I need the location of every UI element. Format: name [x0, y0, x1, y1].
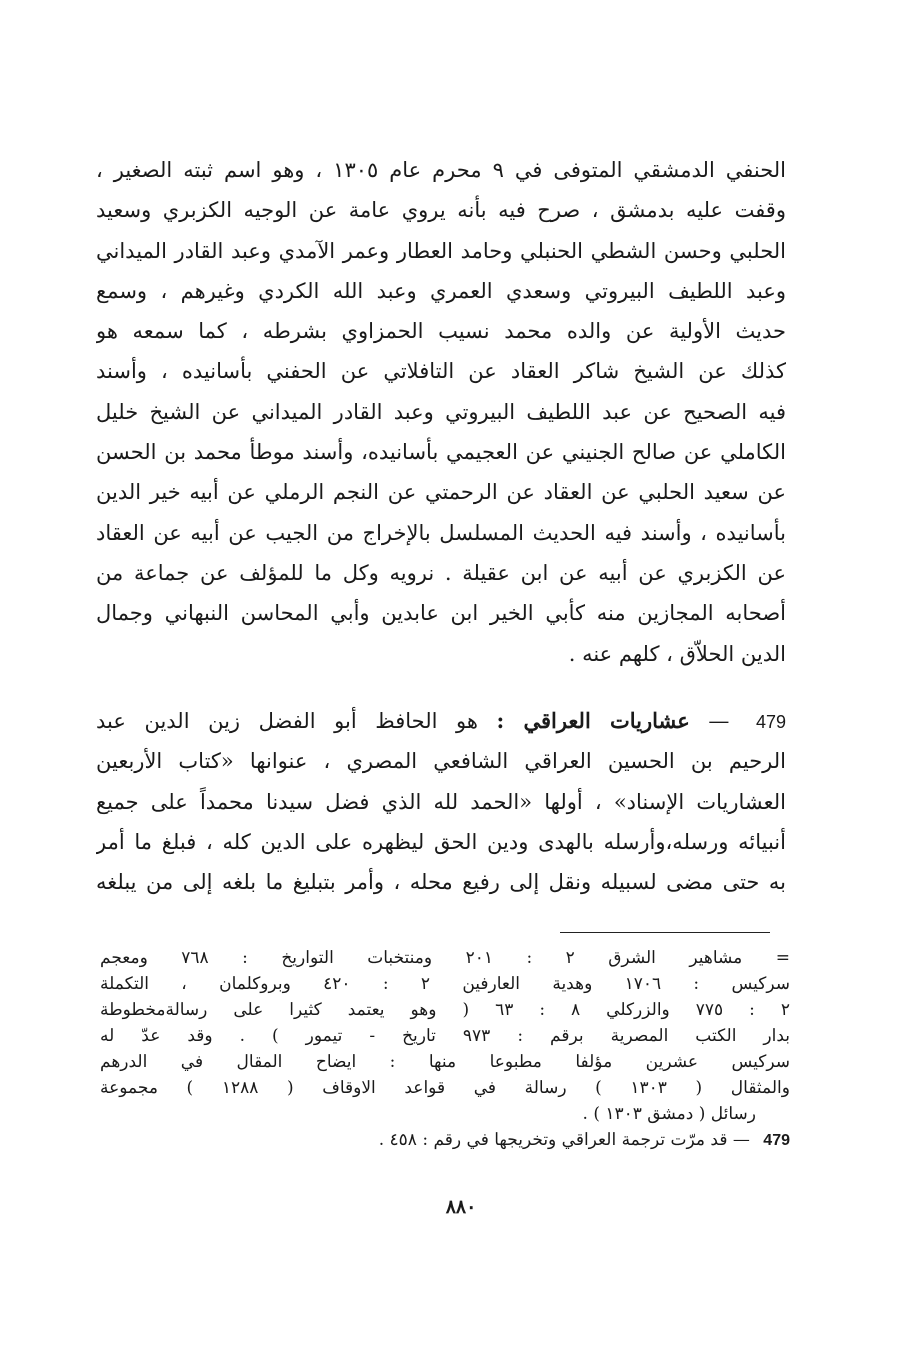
- footnote-line: سركيس : ١٧٠٦ وهدية العارفين ٢ : ٤٢٠ وبروكلمان ، التكملة: [100, 974, 790, 994]
- entry-heading-text: هو الحافظ أبو الفضل زين الدين عبد: [96, 709, 478, 733]
- footnote-line: بدار الكتب المصرية برقم : ٩٧٣ تاريخ - تيمور ) . وقد عدّ له: [100, 1026, 790, 1046]
- text-line: أنبيائه ورسله،وأرسله بالهدى ودين الحق ليظهره على الدين كله ، فبلغ ما أمر: [96, 829, 786, 854]
- text-line: فيه الصحيح عن عبد اللطيف البيروتي وعبد القادر الميداني عن الشيخ خليل: [96, 399, 786, 424]
- text-line: به حتى مضى لسبيله ونقل إلى رفيع محله ، وأمر بتبليغ ما بلغه إلى من يبلغه: [96, 870, 786, 895]
- footnote-text: قد مرّت ترجمة العراقي وتخريجها في رقم : ٤٥٨ .: [378, 1130, 728, 1150]
- text-line: الكاملي عن صالح الجنيني عن العجيمي بأسانيده، وأسند موطأ محمد بن الحسن: [96, 440, 786, 465]
- footnote-number: 479: [763, 1132, 790, 1149]
- footnote-479: [100, 1127, 790, 1153]
- entry-title: عشاريات العراقي :: [496, 708, 690, 733]
- text-line: الدين الحلاّق ، كلهم عنه .: [568, 641, 786, 666]
- footnote-divider: [560, 932, 770, 933]
- entry-heading-line: [96, 701, 786, 741]
- footnote-line: والمثقال ( ١٣٠٣ ) رسالة في قواعد الاوقاف ( ١٢٨٨ ) مجموعة: [100, 1078, 790, 1098]
- text-line: عن سعيد الحلبي عن العقاد عن الرحمتي عن النجم الرملي عن أبيه خير الدين: [96, 480, 786, 505]
- footnote-line: ٢ : ٧٧٥ والزركلي ٨ : ٦٣ ( وهو يعتمد كثيرا على رسالةمخطوطة: [100, 1000, 790, 1020]
- text-line: الحنفي الدمشقي المتوفى في ٩ محرم عام ١٣٠٥ ، وهو اسم ثبته الصغير ،: [96, 158, 786, 182]
- text-line: الرحيم بن الحسين العراقي الشافعي المصري ، عنوانها «كتاب الأربعين: [96, 749, 786, 774]
- main-text-block: [96, 150, 786, 674]
- entry-479: [96, 701, 786, 902]
- text-line: كذلك عن الشيخ شاكر العقاد عن التافلاتي عن الحفني بأسانيده ، وأسند: [96, 359, 786, 384]
- footnote-line: رسائل ( دمشق ١٣٠٣ ) .: [582, 1104, 756, 1124]
- text-line: وقفت عليه بدمشق ، صرح فيه بأنه يروي عامة عن الوجيه الكزبري وسعيد: [96, 198, 786, 223]
- text-line: أصحابه المجازين منه كأبي الخير ابن عابدين وأبي المحاسن النبهاني وجمال: [96, 601, 786, 626]
- text-line: حديث الأولية عن والده محمد نسيب الحمزاوي بشرطه ، كما سمعه هو: [96, 319, 786, 344]
- page-number: ٨٨٠: [445, 1196, 477, 1218]
- text-line: الحلبي وحسن الشطي الحنبلي وحامد العطار وعمر الآمدي وعبد القادر الميداني: [96, 238, 786, 263]
- entry-dash: —: [708, 709, 730, 733]
- text-line: بأسانيده ، وأسند فيه الحديث المسلسل بالإخراج من الجيب عن أبيه عن العقاد: [96, 520, 786, 545]
- text-line: وعبد اللطيف البيروتي وسعدي العمري وعبد الله الكردي وغيرهم ، وسمع: [96, 278, 786, 303]
- text-line: عن الكزبري عن أبيه عن ابن عقيلة . نرويه وكل ما للمؤلف عن جماعة من: [96, 560, 786, 585]
- footnotes-block: [100, 945, 790, 1153]
- footnote-line: = مشاهير الشرق ٢ : ٢٠١ ومنتخبات التواريخ : ٧٦٨ ومعجم: [100, 948, 790, 968]
- text-line: العشاريات الإسناد» ، أولها «الحمد لله الذي فضل سيدنا محمداً على جميع: [96, 789, 786, 814]
- entry-number: 479: [755, 712, 786, 732]
- footnote-dash: —: [732, 1130, 750, 1150]
- footnote-line: سركيس عشرين مؤلفا مطبوعا منها : ايضاح المقال في الدرهم: [100, 1052, 790, 1072]
